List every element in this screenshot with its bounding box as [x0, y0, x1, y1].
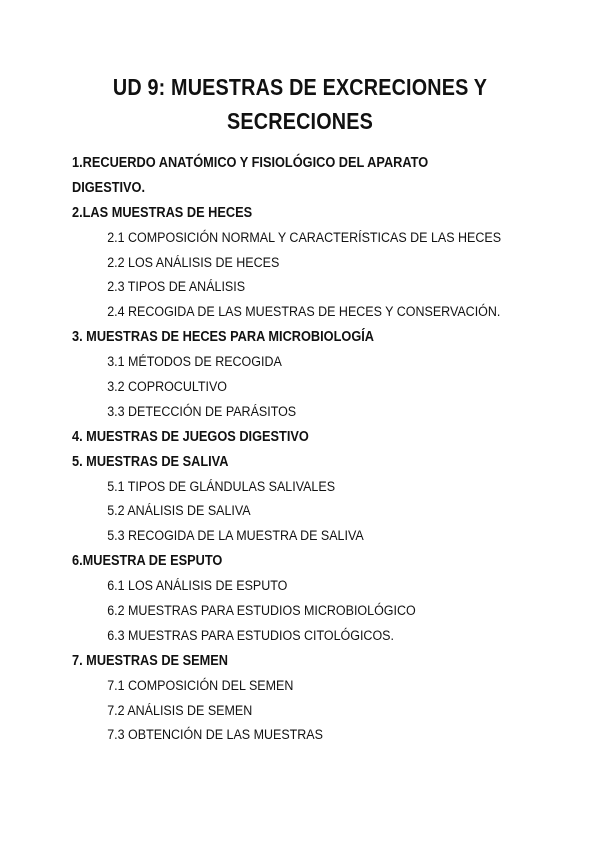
toc-subsection: 3.1 MÉTODOS DE RECOGIDA	[107, 354, 282, 371]
toc-subsection: 5.1 TIPOS DE GLÁNDULAS SALIVALES	[107, 478, 336, 495]
toc-section-heading: DIGESTIVO.	[72, 179, 146, 196]
toc-subsection: 5.2 ANÁLISIS DE SALIVA	[107, 503, 251, 520]
toc-subsection: 2.3 TIPOS DE ANÁLISIS	[107, 279, 246, 296]
toc-subsection: 7.3 OBTENCIÓN DE LAS MUESTRAS	[107, 727, 323, 744]
toc-subsection: 2.1 COMPOSICIÓN NORMAL Y CARACTERÍSTICAS DE LAS HECES	[107, 229, 502, 246]
toc-subsection: 6.2 MUESTRAS PARA ESTUDIOS MICROBIOLÓGICO	[107, 603, 416, 620]
page-title	[42, 70, 558, 138]
toc-subsection: 7.2 ANÁLISIS DE SEMEN	[107, 702, 253, 719]
toc-subsection: 2.2 LOS ANÁLISIS DE HECES	[107, 254, 280, 271]
toc-subsection: 3.2 COPROCULTIVO	[107, 379, 227, 396]
table-of-contents	[72, 151, 572, 748]
toc-subsection: 6.3 MUESTRAS PARA ESTUDIOS CITOLÓGICOS.	[107, 627, 394, 644]
toc-section-heading: 5. MUESTRAS DE SALIVA	[72, 453, 229, 470]
toc-subsection: 5.3 RECOGIDA DE LA MUESTRA DE SALIVA	[107, 528, 364, 545]
title-line-1: UD 9: MUESTRAS DE EXCRECIONES Y	[112, 74, 488, 100]
toc-subsection: 3.3 DETECCIÓN DE PARÁSITOS	[107, 403, 297, 420]
toc-section-heading: 3. MUESTRAS DE HECES PARA MICROBIOLOGÍA	[72, 329, 375, 346]
toc-section-heading: 6.MUESTRA DE ESPUTO	[72, 553, 223, 570]
toc-subsection: 2.4 RECOGIDA DE LAS MUESTRAS DE HECES Y CONSERVACIÓN.	[107, 304, 501, 321]
toc-subsection: 6.1 LOS ANÁLISIS DE ESPUTO	[107, 578, 288, 595]
toc-section-heading: 1.RECUERDO ANATÓMICO Y FISIOLÓGICO DEL APARATO	[72, 155, 429, 171]
title-line-2: SECRECIONES	[227, 108, 373, 134]
toc-subsection: 7.1 COMPOSICIÓN DEL SEMEN	[107, 677, 294, 694]
toc-section-heading: 4. MUESTRAS DE JUEGOS DIGESTIVO	[72, 428, 309, 445]
toc-section-heading: 2.LAS MUESTRAS DE HECES	[72, 204, 253, 221]
toc-section-heading: 7. MUESTRAS DE SEMEN	[72, 652, 228, 669]
